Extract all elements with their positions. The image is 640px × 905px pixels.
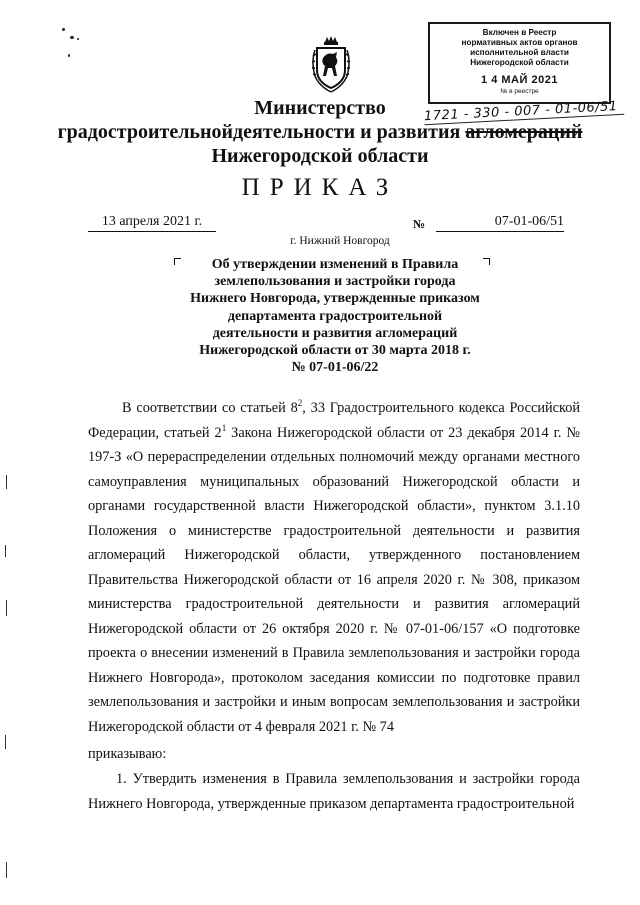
stamp-date: 1 4 МАЙ 2021: [481, 74, 558, 86]
scan-margin-mark: [5, 735, 6, 749]
subject-line: департамента градостроительной: [227, 308, 443, 324]
ministry-name-line-2-main: градостроительнойдеятельности и развития: [57, 121, 466, 143]
subject-line: № 07-01-06/22: [291, 360, 379, 376]
document-subject: [160, 256, 510, 376]
scan-speck: [62, 28, 65, 31]
scan-speck: [68, 54, 70, 57]
preamble-text: В соответствии со статьей 8: [122, 400, 298, 416]
coat-of-arms-icon: [311, 36, 351, 94]
ministry-name-line-3: Нижегородской области: [211, 145, 429, 167]
stamp-line-3: исполнительной власти: [470, 48, 569, 57]
document-city: г. Нижний Новгород: [290, 235, 390, 247]
document-type-title: ПРИКАЗ: [241, 174, 399, 201]
number-sign: №: [413, 217, 426, 231]
stamp-registry-number: 1721 - 330 - 007 - 01-06/51: [424, 99, 625, 125]
document-date: 13 апреля 2021 г.: [88, 214, 216, 232]
preamble-text: , 33 Градостроительного кодекса Российской Федерации, статьей 2: [88, 400, 580, 441]
ministry-name-line-1: Министерство: [254, 97, 386, 119]
superscript: 1: [221, 422, 227, 433]
subject-line: Нижнего Новгорода, утвержденные приказом: [190, 291, 480, 307]
subject-line: Нижегородской области от 30 марта 2018 г.: [199, 343, 471, 359]
ministry-name-line-2: [0, 120, 640, 144]
stamp-regno-label: № в реестре: [500, 88, 539, 95]
preamble-text: Закона Нижегородской области от 23 декабря 2014 г. № 197-З «О перераспределении отдельных полномочий между органами местного самоуправления муниципальных образований Нижегородской области и органами государственной власти Нижегородской области», пунктом 3.1.10 Положения о министерстве градостроительной деятельности и развития агломераций Нижегородской области, утвержденного постановлением Правительства Нижегородской области от 16 апреля 2020 г. № 308, приказом министерства градостроительной деятельности и развития агломераций Нижегородской области от 26 октября 2020 г. № 07-01-06/157 «О подготовке проекта о внесении изменений в Правила землепользования и застройки города Нижнего Новгорода», протоколом заседания комиссии по подготовке правил землепользования и застройки и иным вопросам землепользования и застройки Нижегородской области от 4 февраля 2021 г. № 74: [88, 424, 580, 735]
scan-speck: [77, 38, 79, 40]
scan-margin-mark: [5, 545, 6, 557]
stamp-line-2: нормативных актов органов: [461, 38, 578, 47]
registry-stamp: [428, 22, 611, 104]
ministry-name-struck-word: агломераций: [465, 121, 583, 143]
preamble-paragraph: [88, 396, 580, 739]
document-number: 07-01-06/51: [436, 214, 564, 232]
order-word: приказываю:: [88, 746, 167, 762]
order-item-1: 1. Утвердить изменения в Правила землепользования и застройки города Нижнего Новгорода, утвержденные приказом департамента градостроительной: [88, 771, 580, 812]
scan-margin-mark: [6, 862, 7, 878]
subject-line: Об утверждении изменений в Правила: [211, 257, 459, 272]
stamp-line-1: Включен в Реестр: [482, 28, 557, 37]
scan-margin-mark: [6, 475, 7, 489]
superscript: 2: [297, 398, 303, 409]
subject-line: деятельности и развития агломераций: [212, 325, 458, 341]
scan-margin-mark: [6, 600, 7, 616]
stamp-line-4: Нижегородской области: [470, 58, 569, 67]
scan-speck: [70, 36, 74, 39]
subject-line: землепользования и застройки города: [214, 274, 456, 290]
